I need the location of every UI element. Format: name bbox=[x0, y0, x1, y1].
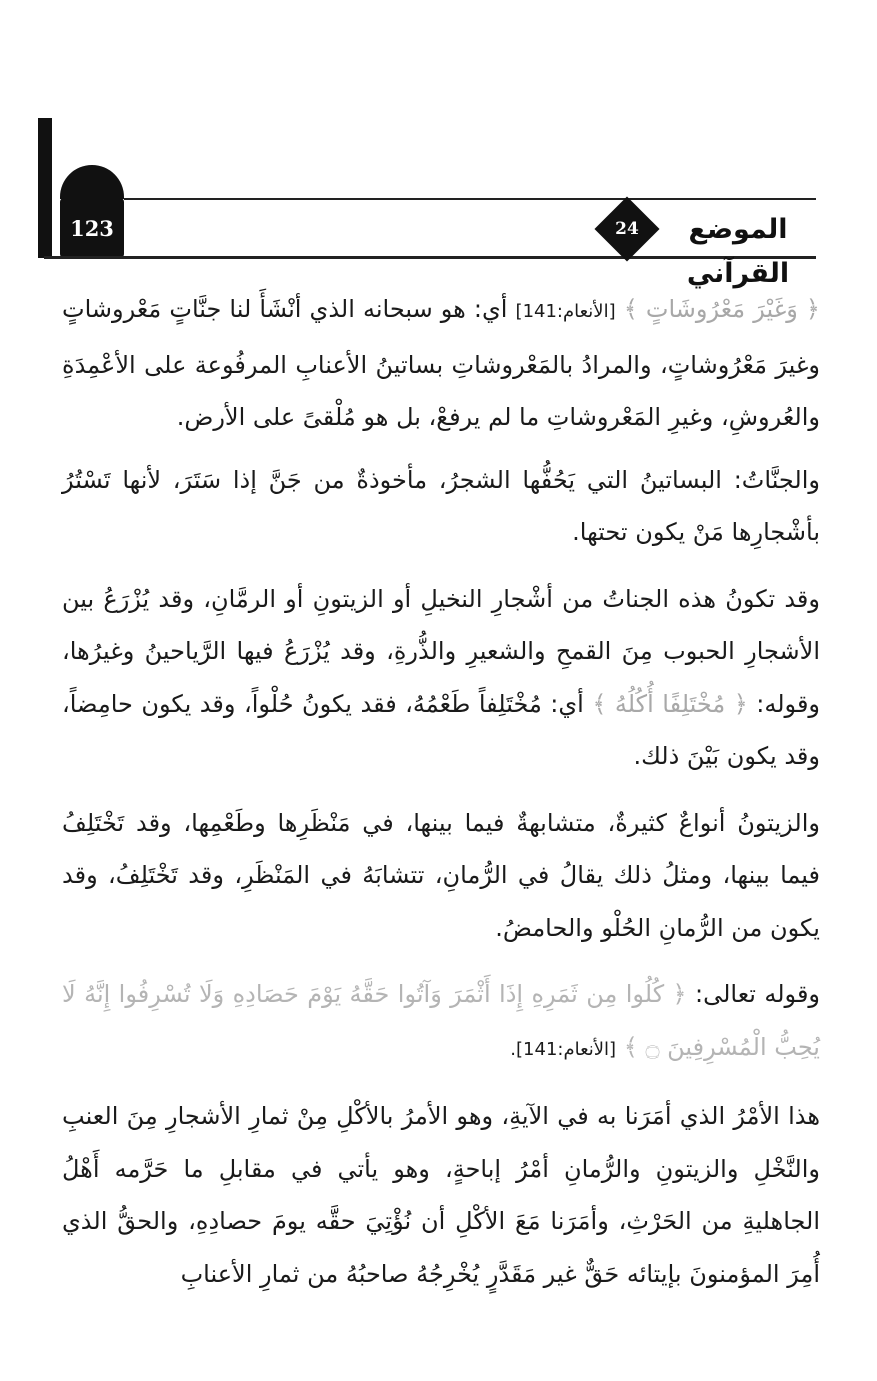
paragraph bbox=[62, 573, 820, 783]
paragraph-text: والزيتونُ أنواعٌ كثيرةٌ، متشابهةٌ فيما بينها، في مَنْظَرِها وطَعْمِها، وقد تَخْتَلِفُ فيما بينها، ومثلُ ذلك يقالُ في الرُّمانِ، تتشابَهُ في المَنْظَرِ، وقد تَخْتَلِفُ، وقد يكون من الرُّمانِ الحُلْو والحامضُ. bbox=[62, 808, 820, 942]
paragraph bbox=[62, 283, 820, 444]
quran-verse-fragment: ﴿ وَغَيْرَ مَعْرُوشَاتٍ ﴾ bbox=[623, 295, 820, 323]
paragraph-lead: وقوله تعالى: bbox=[686, 980, 821, 1008]
section-title: الموضع القرآني bbox=[686, 214, 790, 289]
paragraph-text: أي: مُخْتَلِفاً طَعْمُهُ، فقد يكونُ حُلْواً، وقد يكون حامِضاً، وقد يكون بَيْنَ ذلك. bbox=[62, 689, 820, 770]
page-body bbox=[62, 283, 820, 1300]
crescent-icon bbox=[80, 142, 102, 164]
paragraph-text: وقد تكونُ هذه الجناتُ من أشْجارِ النخيلِ أو الزيتونِ أو الرمَّانِ، وقد يُزْرَعُ بين الأشجارِ الحبوب مِنَ القمحِ والشعيرِ والذُّرةِ، وقد يُزْرَعُ فيها الرَّياحينُ وغيرُها، وقوله: bbox=[62, 584, 821, 718]
dome-ornament bbox=[60, 165, 124, 199]
verse-paragraph bbox=[62, 968, 820, 1076]
topic-number: 24 bbox=[615, 219, 639, 239]
paragraph-text: والجنَّاتُ: البساتينُ التي يَحُفُّها الشجرُ، مأخوذةٌ من جَنَّ إذا سَتَرَ، لأنها تَسْتُرُ بأشْجارِها مَنْ يكون تحتها. bbox=[62, 465, 820, 546]
paragraph bbox=[62, 454, 820, 559]
paragraph bbox=[62, 797, 820, 955]
quran-verse: ﴿ كُلُوا مِن ثَمَرِهِ إِذَا أَثْمَرَ وَآتُوا حَقَّهُ يَوْمَ حَصَادِهِ وَلَا تُسْرِفُوا إِنَّهُ لَا يُحِبُّ الْمُسْرِفِينَ ۝ ﴾ bbox=[62, 980, 820, 1061]
page-header bbox=[0, 0, 877, 289]
header-rule bbox=[124, 198, 816, 200]
verse-reference: [الأنعام:141]. bbox=[510, 1038, 617, 1060]
page-number: 123 bbox=[60, 198, 124, 258]
quran-verse-fragment: ﴿ مُخْتَلِفًا أُكُلُهُ ﴾ bbox=[592, 689, 748, 718]
paragraph-text: أي: هو سبحانه الذي أنْشَأَ لنا جنَّاتٍ مَعْروشاتٍ وغيرَ مَعْرُوشاتٍ، والمرادُ بالمَعْروشاتِ بساتينُ الأعنابِ المرفُوعة على الأعْمِدَةِ والعُروشِ، وغيرِ المَعْروشاتِ ما لم يرفعْ، بل هو مُلْقىً على الأرض. bbox=[62, 295, 820, 431]
paragraph-text: هذا الأمْرُ الذي أمَرَنا به في الآيةِ، وهو الأمرُ بالأكْلِ مِنْ ثمارِ الأشجارِ مِنَ العنبِ والنَّخْلِ والزيتونِ والرُّمانِ أمْرُ إباحةٍ، وهو يأتي في مقابلِ ما حَرَّمه أَهْلُ الجاهليةِ من الحَرْثِ، وأمَرَنا مَعَ الأكْلِ أن نُؤْتِيَ حقَّه يومَ حصادِهِ، والحقُّ الذي أُمِرَ المؤمنونَ بإيتائه حَقٌّ غير مَقَدَّرٍ يُخْرِجُهُ صاحبُهُ من ثمارِ الأعنابِ bbox=[62, 1102, 820, 1288]
minaret-ornament bbox=[38, 118, 52, 258]
verse-reference: [الأنعام:141] bbox=[515, 301, 616, 322]
paragraph bbox=[62, 1090, 820, 1300]
